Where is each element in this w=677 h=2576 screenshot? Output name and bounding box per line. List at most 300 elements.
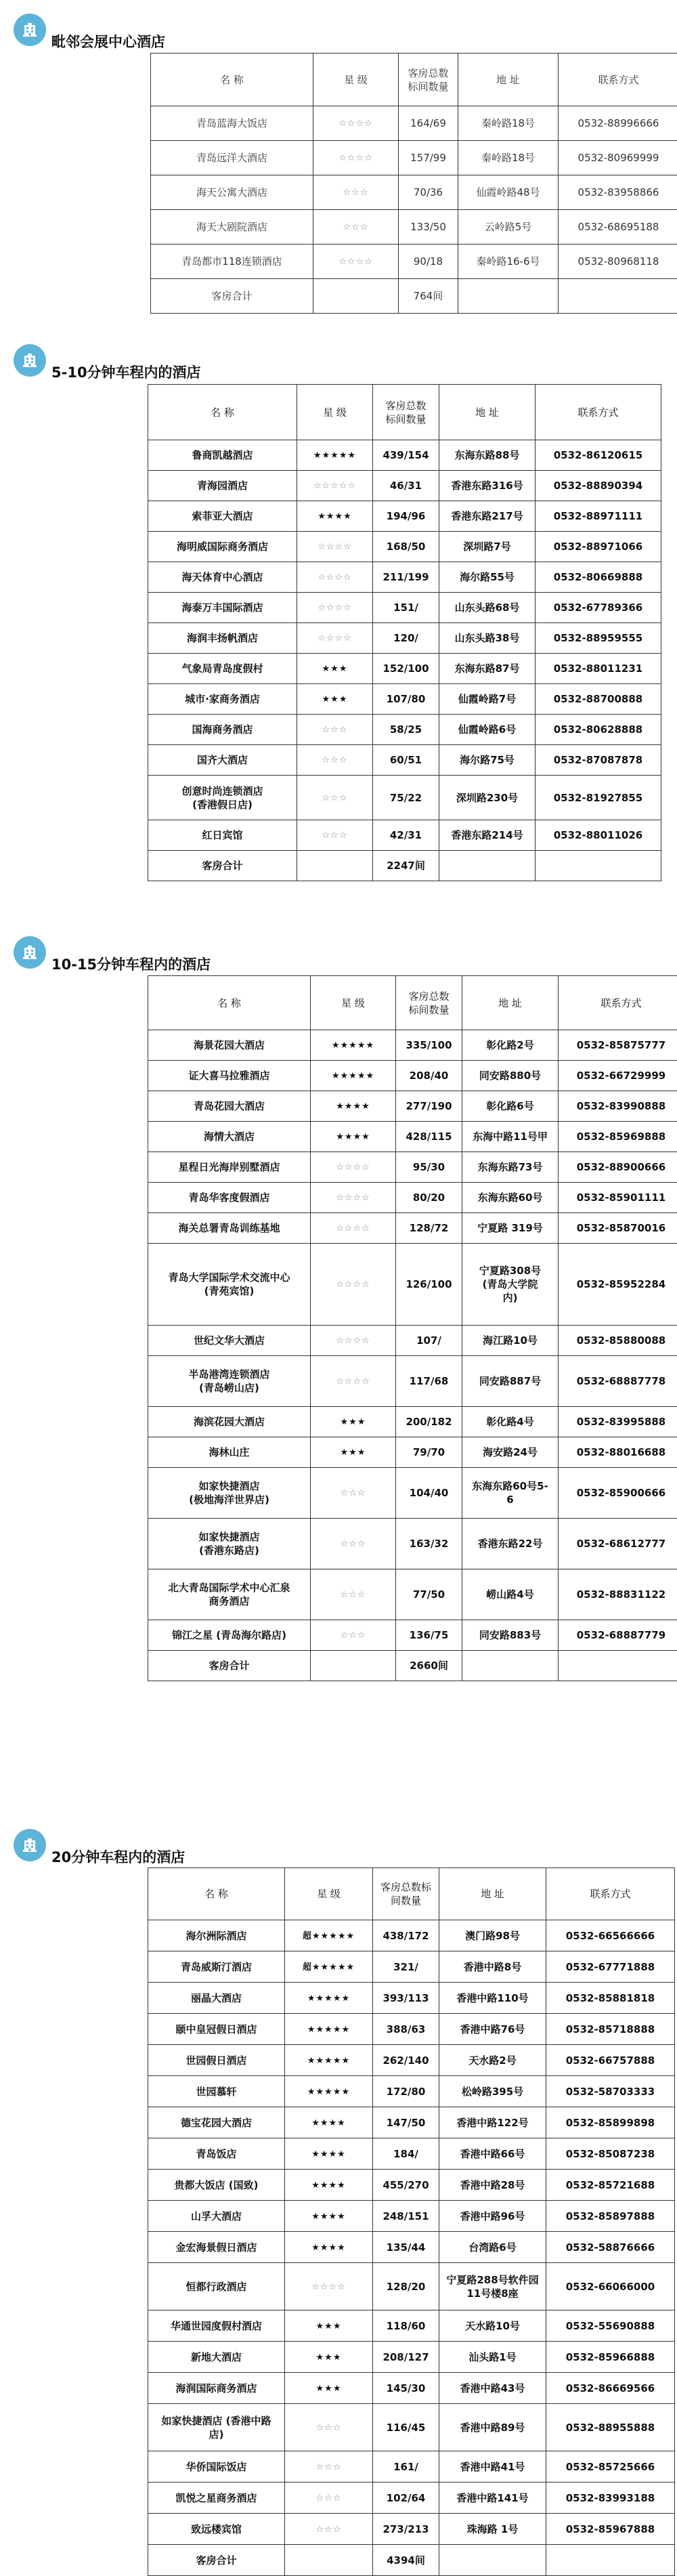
room-count: 136/75: [396, 1620, 462, 1651]
total-label: 客房合计: [148, 851, 297, 881]
table-row: [148, 1030, 677, 1061]
table-row: [148, 2232, 675, 2263]
table-row: [148, 562, 661, 593]
hotel-name: 海润国际商务酒店: [148, 2373, 285, 2404]
hotel-name: 如家快捷酒店 (香港东路店): [148, 1519, 311, 1569]
hotel-address: 天水路2号: [439, 2045, 546, 2076]
table-row: [148, 2045, 675, 2076]
hotel-name: 索菲亚大酒店: [148, 501, 297, 532]
star-rating: [285, 2045, 373, 2076]
hotel-address: 海尔路75号: [439, 745, 536, 776]
table-row: [148, 623, 661, 654]
hotel-name: 华通世园度假村酒店: [148, 2310, 285, 2342]
hotel-phone: 0532-80669888: [536, 562, 661, 593]
star-rating-icon: ☆☆☆: [316, 2493, 342, 2504]
star-rating: [297, 776, 373, 820]
total-label: 客房合计: [148, 2545, 285, 2576]
room-count: 116/45: [373, 2404, 439, 2451]
hotel-phone: 0532-85087238: [546, 2138, 675, 2170]
room-count: 102/64: [373, 2483, 439, 2514]
table-row: [148, 1951, 675, 1983]
empty-cell: [285, 2545, 373, 2576]
hotel-phone: 0532-68887779: [559, 1620, 677, 1651]
room-count: 321/: [373, 1951, 439, 1983]
empty-cell: [439, 2545, 546, 2576]
room-count: 248/151: [373, 2201, 439, 2232]
total-room-count: 2247间: [373, 851, 439, 881]
hotel-phone: 0532-88016688: [559, 1437, 677, 1468]
star-rating-icon: ☆☆☆☆: [336, 1280, 370, 1290]
total-label: 客房合计: [151, 279, 313, 314]
room-count: 133/50: [399, 210, 458, 245]
table-row: [148, 2076, 675, 2107]
empty-cell: [546, 2545, 675, 2576]
hotel-phone: 0532-55690888: [546, 2310, 675, 2342]
star-rating: [285, 2483, 373, 2514]
hotel-name: 海尔洲际酒店: [148, 1920, 285, 1951]
star-rating-icon: ★★★★★: [307, 2025, 350, 2035]
hotel-building-icon: [14, 14, 46, 46]
hotel-name: 海林山庄: [148, 1437, 311, 1468]
hotel-address: 秦岭路18号: [458, 141, 559, 175]
table-row: [151, 245, 677, 279]
hotel-name: 红日宾馆: [148, 820, 297, 851]
room-count: 118/60: [373, 2310, 439, 2342]
hotel-table: [148, 384, 661, 881]
hotel-phone: 0532-85718888: [546, 2014, 675, 2045]
star-rating-icon: ☆☆☆☆: [336, 1376, 370, 1387]
hotel-address: 云岭路5号: [458, 210, 559, 245]
hotel-phone: 0532-66066000: [546, 2263, 675, 2310]
star-rating-icon: ☆☆☆☆: [336, 1193, 370, 1203]
table-row: [148, 1091, 677, 1122]
table-header-row: [151, 54, 677, 106]
column-header: 星 级: [285, 1868, 373, 1920]
hotel-phone: 0532-88700888: [536, 684, 661, 715]
hotel-phone: 0532-88900666: [559, 1152, 677, 1183]
hotel-name: 新地大酒店: [148, 2342, 285, 2373]
hotel-address: 香港中路141号: [439, 2483, 546, 2514]
table-row: [148, 501, 661, 532]
hotel-phone: 0532-85880088: [559, 1326, 677, 1356]
hotel-address: 海尔路55号: [439, 562, 536, 593]
hotel-address: 海安路24号: [462, 1437, 559, 1468]
hotel-phone: 0532-68695188: [559, 210, 677, 245]
hotel-name: 青岛花园大酒店: [148, 1091, 311, 1122]
star-rating-icon: ★★★: [341, 1417, 366, 1427]
table-row: [148, 2373, 675, 2404]
table-row: [148, 2263, 675, 2310]
star-rating-icon: ★★★: [316, 2321, 342, 2331]
total-row: [148, 851, 661, 881]
star-rating-icon: ☆☆☆: [316, 2525, 342, 2535]
star-rating-icon: ☆☆☆☆☆: [313, 481, 356, 491]
star-rating-icon: ☆☆☆☆: [336, 1336, 370, 1346]
star-rating: [297, 532, 373, 562]
room-count: 60/51: [373, 745, 439, 776]
hotel-name: 创意时尚连锁酒店 (香港假日店): [148, 776, 297, 820]
hotel-name: 城市·家商务酒店: [148, 684, 297, 715]
star-rating-icon: ☆☆☆☆: [318, 603, 352, 613]
column-header: 联系方式: [546, 1868, 675, 1920]
column-header: 名 称: [148, 1868, 285, 1920]
hotel-name: 青岛远洋大酒店: [151, 141, 313, 175]
table-row: [148, 745, 661, 776]
hotel-phone: 0532-88011231: [536, 654, 661, 684]
table-row: [148, 1920, 675, 1951]
hotel-address: 香港中路110号: [439, 1983, 546, 2014]
column-header: 星 级: [313, 54, 399, 106]
hotel-address: 香港中路122号: [439, 2107, 546, 2138]
hotel-address: 彰化路6号: [462, 1091, 559, 1122]
room-count: 128/72: [396, 1213, 462, 1244]
hotel-phone: 0532-88959555: [536, 623, 661, 654]
star-rating: [311, 1468, 396, 1519]
table-row: [148, 1244, 677, 1326]
hotel-name: 世园假日酒店: [148, 2045, 285, 2076]
total-label: 客房合计: [148, 1651, 311, 1681]
hotel-name: 山孚大酒店: [148, 2201, 285, 2232]
star-rating-icon: ★★★★: [311, 2212, 346, 2222]
star-rating: [311, 1519, 396, 1569]
star-rating: [285, 2076, 373, 2107]
hotel-name: 如家快捷酒店 (香港中路 店): [148, 2404, 285, 2451]
section-title: 20分钟车程内的酒店: [51, 1846, 185, 1867]
hotel-address: 香港东路214号: [439, 820, 536, 851]
table-row: [148, 2342, 675, 2373]
star-rating-icon: ☆☆☆: [343, 222, 369, 232]
table-header-row: [148, 1868, 675, 1920]
star-rating: [313, 175, 399, 210]
section-title: 10-15分钟车程内的酒店: [51, 954, 211, 974]
room-count: 163/32: [396, 1519, 462, 1569]
hotel-table: [150, 53, 677, 314]
table-row: [148, 2514, 675, 2545]
column-header: 地 址: [462, 976, 559, 1030]
star-rating: [285, 1951, 373, 1983]
empty-cell: [536, 851, 661, 881]
hotel-phone: 0532-85899898: [546, 2107, 675, 2138]
table-row: [148, 1437, 677, 1468]
hotel-name: 半岛港湾连锁酒店 (青岛崂山店): [148, 1356, 311, 1407]
room-count: 58/25: [373, 715, 439, 745]
table-row: [151, 210, 677, 245]
hotel-phone: 0532-83990888: [559, 1091, 677, 1122]
section-title: 5-10分钟车程内的酒店: [51, 362, 201, 382]
star-rating: [297, 501, 373, 532]
room-count: 455/270: [373, 2170, 439, 2201]
star-rating-icon: 超★★★★★: [303, 1931, 355, 1941]
star-rating: [311, 1091, 396, 1122]
star-rating: [311, 1326, 396, 1356]
section-title: 毗邻会展中心酒店: [51, 31, 165, 51]
hotel-address: 香港中路89号: [439, 2404, 546, 2451]
hotel-phone: 0532-85870016: [559, 1213, 677, 1244]
table-row: [148, 532, 661, 562]
column-header: 客房总数 标间数量: [399, 54, 458, 106]
star-rating-icon: ☆☆☆: [341, 1488, 366, 1498]
hotel-phone: 0532-80968118: [559, 245, 677, 279]
hotel-phone: 0532-58876666: [546, 2232, 675, 2263]
table-row: [148, 715, 661, 745]
column-header: 联系方式: [559, 54, 677, 106]
table-row: [148, 1326, 677, 1356]
hotel-name: 海关总署青岛训练基地: [148, 1213, 311, 1244]
hotel-address: 宁夏路 319号: [462, 1213, 559, 1244]
hotel-address: 香港中路43号: [439, 2373, 546, 2404]
hotel-name: 颐中皇冠假日酒店: [148, 2014, 285, 2045]
hotel-phone: 0532-88011026: [536, 820, 661, 851]
room-count: 117/68: [396, 1356, 462, 1407]
hotel-phone: 0532-83995888: [559, 1407, 677, 1437]
star-rating: [285, 2404, 373, 2451]
hotel-phone: 0532-88971111: [536, 501, 661, 532]
star-rating: [297, 623, 373, 654]
table-header-row: [148, 976, 677, 1030]
hotel-name: 海天大剧院酒店: [151, 210, 313, 245]
hotel-name: 凯悦之星商务酒店: [148, 2483, 285, 2514]
table-row: [148, 1519, 677, 1569]
hotel-address: 东海东路73号: [462, 1152, 559, 1183]
hotel-name: 青岛华客度假酒店: [148, 1183, 311, 1213]
hotel-address: 香港中路66号: [439, 2138, 546, 2170]
table-row: [148, 2404, 675, 2451]
hotel-phone: 0532-67771888: [546, 1951, 675, 1983]
table-row: [148, 1152, 677, 1183]
star-rating: [285, 2014, 373, 2045]
hotel-address: 东海东路88号: [439, 440, 536, 471]
star-rating: [313, 106, 399, 141]
star-rating: [311, 1437, 396, 1468]
room-count: 77/50: [396, 1569, 462, 1620]
table-row: [148, 776, 661, 820]
empty-cell: [297, 851, 373, 881]
star-rating-icon: ☆☆☆: [341, 1630, 366, 1641]
column-header: 星 级: [311, 976, 396, 1030]
star-rating: [313, 141, 399, 175]
table-row: [148, 2483, 675, 2514]
star-rating: [311, 1030, 396, 1061]
hotel-address: 香港中路41号: [439, 2451, 546, 2483]
hotel-phone: 0532-87087878: [536, 745, 661, 776]
star-rating: [311, 1152, 396, 1183]
star-rating-icon: ☆☆☆: [322, 830, 348, 841]
star-rating: [285, 2107, 373, 2138]
column-header: 客房总数 标间数量: [373, 385, 439, 440]
star-rating-icon: ☆☆☆☆: [336, 1223, 370, 1233]
hotel-phone: 0532-68612777: [559, 1519, 677, 1569]
hotel-phone: 0532-85875777: [559, 1030, 677, 1061]
star-rating-icon: ☆☆☆: [322, 725, 348, 735]
star-rating: [313, 245, 399, 279]
hotel-phone: 0532-86120615: [536, 440, 661, 471]
table-row: [148, 2310, 675, 2342]
star-rating-icon: ★★★★: [336, 1101, 370, 1112]
room-count: 120/: [373, 623, 439, 654]
star-rating: [297, 471, 373, 501]
table-row: [148, 2014, 675, 2045]
star-rating-icon: ☆☆☆☆: [311, 2282, 346, 2292]
hotel-phone: 0532-85952284: [559, 1244, 677, 1326]
star-rating: [297, 745, 373, 776]
star-rating: [285, 2342, 373, 2373]
star-rating: [311, 1407, 396, 1437]
empty-cell: [458, 279, 559, 314]
hotel-address: 天水路10号: [439, 2310, 546, 2342]
column-header: 联系方式: [536, 385, 661, 440]
room-count: 80/20: [396, 1183, 462, 1213]
table-row: [148, 440, 661, 471]
hotel-address: 仙霞岭路48号: [458, 175, 559, 210]
hotel-address: 香港中路76号: [439, 2014, 546, 2045]
star-rating: [285, 2201, 373, 2232]
hotel-name: 海天体育中心酒店: [148, 562, 297, 593]
hotel-phone: 0532-80969999: [559, 141, 677, 175]
room-count: 164/69: [399, 106, 458, 141]
room-count: 145/30: [373, 2373, 439, 2404]
star-rating-icon: ☆☆☆☆: [338, 119, 373, 129]
hotel-address: 彰化路4号: [462, 1407, 559, 1437]
hotel-phone: 0532-68887778: [559, 1356, 677, 1407]
hotel-name: 海情大酒店: [148, 1122, 311, 1152]
room-count: 126/100: [396, 1244, 462, 1326]
room-count: 107/: [396, 1326, 462, 1356]
hotel-phone: 0532-85900666: [559, 1468, 677, 1519]
star-rating-icon: ★★★★: [311, 2118, 346, 2128]
star-rating-icon: ★★★: [341, 1448, 366, 1458]
star-rating: [285, 2232, 373, 2263]
star-rating-icon: ★★★: [316, 2384, 342, 2394]
hotel-name: 德宝花园大酒店: [148, 2107, 285, 2138]
hotel-address: 仙霞岭路7号: [439, 684, 536, 715]
star-rating: [285, 1920, 373, 1951]
empty-cell: [559, 279, 677, 314]
column-header: 联系方式: [559, 976, 677, 1030]
star-rating: [297, 562, 373, 593]
room-count: 393/113: [373, 1983, 439, 2014]
room-count: 335/100: [396, 1030, 462, 1061]
star-rating-icon: ☆☆☆☆: [336, 1162, 370, 1173]
star-rating: [313, 210, 399, 245]
star-rating-icon: ★★★★: [318, 511, 352, 522]
hotel-building-icon: [14, 344, 46, 377]
hotel-name: 证大喜马拉雅酒店: [148, 1061, 311, 1091]
table-row: [148, 593, 661, 623]
room-count: 208/127: [373, 2342, 439, 2373]
hotel-name: 青岛饭店: [148, 2138, 285, 2170]
room-count: 42/31: [373, 820, 439, 851]
hotel-phone: 0532-85966888: [546, 2342, 675, 2373]
star-rating-icon: ☆☆☆☆: [318, 542, 352, 552]
star-rating-icon: ☆☆☆: [316, 2462, 342, 2472]
table-row: [151, 175, 677, 210]
hotel-phone: 0532-83958866: [559, 175, 677, 210]
hotel-address: 同安路887号: [462, 1356, 559, 1407]
room-count: 79/70: [396, 1437, 462, 1468]
star-rating-icon: ☆☆☆: [316, 2423, 342, 2433]
star-rating: [285, 2514, 373, 2545]
total-row: [148, 1651, 677, 1681]
hotel-phone: 0532-66566666: [546, 1920, 675, 1951]
room-count: 75/22: [373, 776, 439, 820]
star-rating-icon: ☆☆☆☆: [318, 572, 352, 583]
table-row: [148, 654, 661, 684]
star-rating-icon: ★★★★★: [307, 2087, 350, 2097]
room-count: 147/50: [373, 2107, 439, 2138]
room-count: 388/63: [373, 2014, 439, 2045]
hotel-name: 恒都行政酒店: [148, 2263, 285, 2310]
hotel-name: 国齐大酒店: [148, 745, 297, 776]
hotel-phone: 0532-85901111: [559, 1183, 677, 1213]
hotel-address: 海江路10号: [462, 1326, 559, 1356]
hotel-name: 青岛蓝海大饭店: [151, 106, 313, 141]
table-row: [151, 106, 677, 141]
hotel-phone: 0532-88831122: [559, 1569, 677, 1620]
hotel-name: 世园慕轩: [148, 2076, 285, 2107]
hotel-address: 香港中路8号: [439, 1951, 546, 1983]
star-rating: [297, 440, 373, 471]
table-row: [148, 1569, 677, 1620]
table-row: [148, 1620, 677, 1651]
hotel-phone: 0532-81927855: [536, 776, 661, 820]
room-count: 95/30: [396, 1152, 462, 1183]
room-count: 200/182: [396, 1407, 462, 1437]
hotel-phone: 0532-88971066: [536, 532, 661, 562]
hotel-phone: 0532-88955888: [546, 2404, 675, 2451]
star-rating: [311, 1061, 396, 1091]
hotel-address: 台湾路6号: [439, 2232, 546, 2263]
hotel-name: 贵都大饭店 (国致): [148, 2170, 285, 2201]
room-count: 151/: [373, 593, 439, 623]
hotel-address: 东海东路60号: [462, 1183, 559, 1213]
room-count: 168/50: [373, 532, 439, 562]
star-rating: [285, 2263, 373, 2310]
hotel-name: 金宏海景假日酒店: [148, 2232, 285, 2263]
room-count: 194/96: [373, 501, 439, 532]
hotel-address: 仙霞岭路6号: [439, 715, 536, 745]
table-row: [148, 1407, 677, 1437]
hotel-address: 东海东路87号: [439, 654, 536, 684]
column-header: 星 级: [297, 385, 373, 440]
hotel-building-icon: [14, 1829, 46, 1861]
table-row: [148, 2107, 675, 2138]
star-rating: [311, 1620, 396, 1651]
hotel-name: 海泰万丰国际酒店: [148, 593, 297, 623]
hotel-table: [148, 975, 677, 1681]
room-count: 277/190: [396, 1091, 462, 1122]
hotel-phone: 0532-58703333: [546, 2076, 675, 2107]
room-count: 438/172: [373, 1920, 439, 1951]
star-rating-icon: ★★★★★: [332, 1071, 374, 1081]
column-header: 客房总数 标间数量: [396, 976, 462, 1030]
star-rating: [285, 2138, 373, 2170]
hotel-address: 同安路883号: [462, 1620, 559, 1651]
star-rating-icon: ★★★★★: [313, 450, 356, 461]
hotel-address: 珠海路 1号: [439, 2514, 546, 2545]
hotel-name: 致远楼宾馆: [148, 2514, 285, 2545]
star-rating-icon: ☆☆☆: [341, 1539, 366, 1549]
star-rating-icon: ☆☆☆☆: [338, 153, 373, 163]
column-header: 名 称: [151, 54, 313, 106]
star-rating: [311, 1213, 396, 1244]
star-rating: [297, 593, 373, 623]
room-count: 90/18: [399, 245, 458, 279]
table-row: [148, 1983, 675, 2014]
empty-cell: [311, 1651, 396, 1681]
hotel-phone: 0532-83993188: [546, 2483, 675, 2514]
hotel-name: 北大青岛国际学术中心汇泉 商务酒店: [148, 1569, 311, 1620]
room-count: 428/115: [396, 1122, 462, 1152]
